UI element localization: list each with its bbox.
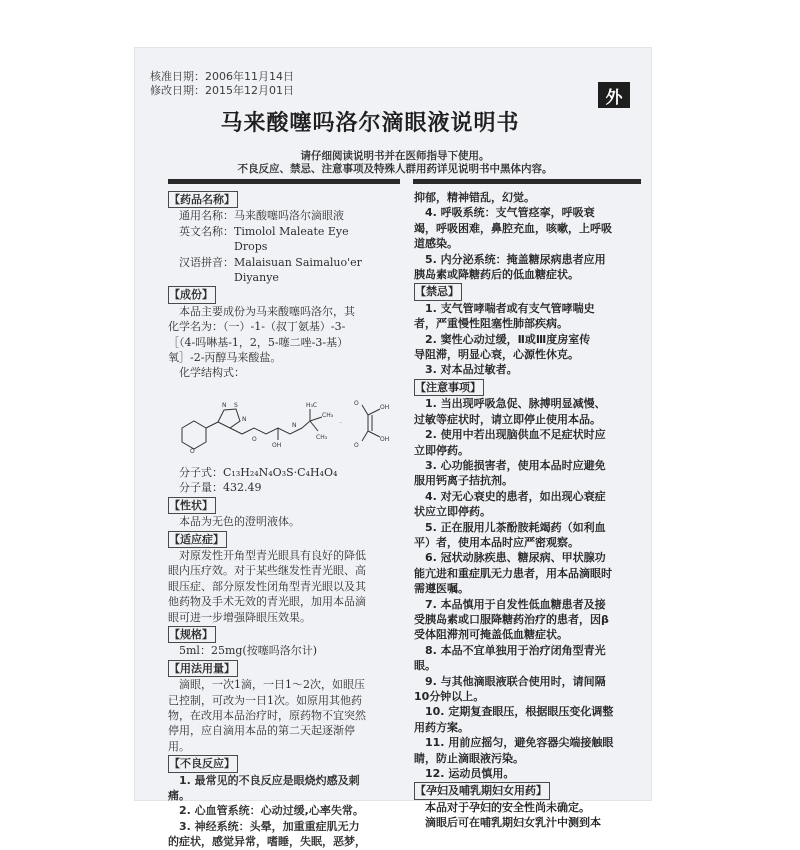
right-column xyxy=(414,190,640,831)
generic-name-row xyxy=(168,208,404,223)
indications-line: 眼可进一步增强降眼压效果。 xyxy=(168,610,311,624)
precaution-item: 4. 对无心衰史的患者，如出现心衰症 xyxy=(425,489,606,503)
precaution-item: 3. 心功能损害者，使用本品时应避免 xyxy=(425,458,606,472)
appearance-text: 本品为无色的澄明液体。 xyxy=(179,515,300,529)
precaution-item: 需遵医嘱。 xyxy=(414,582,469,596)
precaution-item: 10. 定期复查眼压，根据眼压变化调整 xyxy=(425,705,614,719)
precaution-item: 睛，防止滴眼液污染。 xyxy=(414,751,524,765)
svg-text:N: N xyxy=(242,415,247,423)
composition-line: ［（4-吗啉基-1，2，5-噻二唑-3-基） xyxy=(168,335,349,349)
molecular-formula: 分子式：C₁₃H₂₄N₄O₃S·C₄H₄O₄ xyxy=(179,465,338,479)
pinyin-name-row xyxy=(168,255,404,286)
adverse-item: 道感染。 xyxy=(414,237,458,251)
svg-text:OH: OH xyxy=(380,403,390,411)
generic-name-key: 通用名称： xyxy=(179,209,234,223)
precaution-item: 用药方案。 xyxy=(414,720,469,734)
composition-line: 氧］-2-丙醇马来酸盐。 xyxy=(168,351,282,365)
svg-text:S: S xyxy=(234,401,238,409)
svg-text:CH₃: CH₃ xyxy=(316,433,328,441)
otc-mark: 外 xyxy=(598,82,630,108)
english-name-value-1: Timolol Maleate Eye xyxy=(234,224,349,238)
svg-text:O: O xyxy=(190,447,195,455)
precaution-item: 立即停药。 xyxy=(414,443,469,457)
svg-text:OH: OH xyxy=(380,435,390,443)
divider-left xyxy=(168,179,400,184)
left-column xyxy=(168,190,404,850)
svg-text:N: N xyxy=(292,421,297,429)
section-heading-drug-name: 【药品名称】 xyxy=(168,191,238,208)
adverse-list xyxy=(168,773,404,850)
precaution-item: 7. 本品慎用于自发性低血糖患者及接 xyxy=(425,597,606,611)
precaution-item: 9. 与其他滴眼液联合使用时，请间隔 xyxy=(425,674,606,688)
svg-text:O: O xyxy=(354,441,359,449)
notice-line-1: 请仔细阅读说明书并在医师指导下使用。 xyxy=(300,150,490,162)
section-heading-spec: 【规格】 xyxy=(168,626,216,643)
section-heading-adverse: 【不良反应】 xyxy=(168,755,238,772)
adverse-item: 竭，呼吸困难，鼻腔充血，咳嗽，上呼吸 xyxy=(414,221,612,235)
composition-line: 化学名为：（一）-1-（叔丁氨基）-3- xyxy=(168,320,346,334)
chemical-structure-image xyxy=(168,383,404,463)
molecular-weight: 分子量：432.49 xyxy=(179,481,262,495)
english-name-key: 英文名称： xyxy=(179,224,234,238)
adverse-item: 2. 心血管系统：心动过缓,心率失常。 xyxy=(179,804,364,818)
divider-right xyxy=(413,179,641,184)
adverse-item: 痛。 xyxy=(168,789,190,802)
precaution-item: 2. 使用中若出现脑供血不足症状时应 xyxy=(425,428,606,442)
section-heading-contraindications: 【禁忌】 xyxy=(414,283,462,300)
contraindication-item: 1. 支气管哮喘者或有支气管哮喘史 xyxy=(425,301,595,315)
precaution-item: 11. 用前应摇匀，避免容器尖端接触眼 xyxy=(425,736,614,750)
pinyin-name-value-1: Malaisuan Saimaluo'er xyxy=(234,255,362,269)
contraindication-item: 3. 对本品过敏者。 xyxy=(425,363,518,377)
precaution-item: 眼。 xyxy=(414,659,436,673)
usage-line: 已控制，可改为一日1次。如原用其他药 xyxy=(168,693,362,707)
adverse-item: 胰岛素或降糖药后的低血糖症状。 xyxy=(414,268,579,282)
contraindication-item: 导阻滞，明显心衰，心源性休克。 xyxy=(414,348,579,362)
svg-text:H₃C: H₃C xyxy=(306,401,318,409)
section-heading-usage: 【用法用量】 xyxy=(168,660,238,677)
contraindication-item: 2. 窦性心动过缓，Ⅱ或Ⅲ度房室传 xyxy=(425,332,591,346)
svg-text:O: O xyxy=(354,399,359,407)
notice-line-2: 不良反应、禁忌、注意事项及特殊人群用药详见说明书中黑体内容。 xyxy=(237,163,553,175)
precaution-item: 1. 当出现呼吸急促、脉搏明显减慢、 xyxy=(425,397,606,411)
generic-name-value: 马来酸噻吗洛尔滴眼液 xyxy=(234,209,344,223)
precaution-item: 受胰岛素或口服降糖药治疗的患者，因β xyxy=(414,612,609,626)
precaution-item: 10分钟以上。 xyxy=(414,690,485,703)
pregnancy-line: 滴眼后可在哺乳期妇女乳汁中测到本 xyxy=(425,816,601,830)
section-heading-appearance: 【性状】 xyxy=(168,497,216,514)
svg-text:N: N xyxy=(222,401,227,409)
svg-text:OH: OH xyxy=(272,441,282,449)
adverse-item: 的症状，感觉异常，嗜睡，失眠，恶梦， xyxy=(168,835,366,849)
svg-text:O: O xyxy=(252,435,257,443)
precaution-item: 5. 正在服用儿茶酚胺耗竭药（如利血 xyxy=(425,520,606,534)
pinyin-name-value-2: Diyanye xyxy=(234,271,279,285)
adverse-item: 1. 最常见的不良反应是眼烧灼感及刺 xyxy=(179,773,360,787)
precaution-item: 12. 运动员慎用。 xyxy=(425,767,515,781)
english-name-value-2: Drops xyxy=(234,240,268,254)
spec-text: 5ml：25mg(按噻吗洛尔计) xyxy=(179,644,317,658)
adverse-item: 5. 内分泌系统：掩盖糖尿病患者应用 xyxy=(425,252,606,266)
section-heading-indications: 【适应症】 xyxy=(168,531,227,548)
precaution-item: 服用钙离子拮抗剂。 xyxy=(414,474,513,488)
precaution-item: 平）者，使用本品时应严密观察。 xyxy=(414,535,579,549)
leaflet-title: 马来酸噻吗洛尔滴眼液说明书 xyxy=(220,111,520,136)
section-heading-composition: 【成份】 xyxy=(168,286,216,303)
svg-text:CH₃: CH₃ xyxy=(322,411,334,419)
precaution-item: 能亢进和重症肌无力患者，用本品滴眼时 xyxy=(414,566,612,580)
pregnancy-line: 本品对于孕妇的安全性尚未确定。 xyxy=(425,800,590,814)
indications-line: 他药物及手术无效的青光眼，加用本品滴 xyxy=(168,595,366,609)
indications-line: 对原发性开角型青光眼具有良好的降低 xyxy=(179,548,366,562)
precaution-item: 6. 冠状动脉疾患、糖尿病、甲状腺功 xyxy=(425,551,606,565)
revision-date: 修改日期：2015年12月01日 xyxy=(150,84,294,97)
usage-line: 用。 xyxy=(168,739,190,753)
usage-line: 物，在改用本品治疗时，原药物不宜突然 xyxy=(168,708,366,722)
adverse-item: 4. 呼吸系统：支气管痉挛，呼吸衰 xyxy=(425,206,595,220)
svg-text:·: · xyxy=(340,419,342,427)
contraindication-item: 者，严重慢性阻塞性肺部疾病。 xyxy=(414,317,568,331)
usage-line: 滴眼，一次1滴，一日1～2次，如眼压 xyxy=(179,678,365,692)
precaution-item: 受体阻滞剂可掩盖低血糖症状。 xyxy=(414,628,568,642)
section-heading-precautions: 【注意事项】 xyxy=(414,379,484,396)
adverse-item: 3. 神经系统：头晕，加重重症肌无力 xyxy=(179,819,360,833)
precaution-item: 8. 本品不宜单独用于治疗闭角型青光 xyxy=(425,643,606,657)
structure-label: 化学结构式： xyxy=(179,366,245,380)
precaution-item: 状应立即停药。 xyxy=(414,505,491,519)
usage-line: 停用，应自滴用本品的第二天起逐渐停 xyxy=(168,724,355,738)
indications-line: 眼内压疗效。对于某些继发性青光眼、高 xyxy=(168,564,366,578)
approval-date: 核准日期：2006年11月14日 xyxy=(150,70,294,83)
precaution-item: 过敏等症状时，请立即停止使用本品。 xyxy=(414,412,601,426)
adverse-continued: 抑郁，精神错乱，幻觉。 xyxy=(414,191,535,204)
section-heading-pregnancy: 【孕妇及哺乳期妇女用药】 xyxy=(414,782,550,799)
pinyin-name-key: 汉语拼音： xyxy=(179,255,234,269)
english-name-row xyxy=(168,224,404,255)
composition-line: 本品主要成份为马来酸噻吗洛尔，其 xyxy=(179,304,355,318)
indications-line: 眼压症、部分原发性闭角型青光眼以及其 xyxy=(168,579,366,593)
